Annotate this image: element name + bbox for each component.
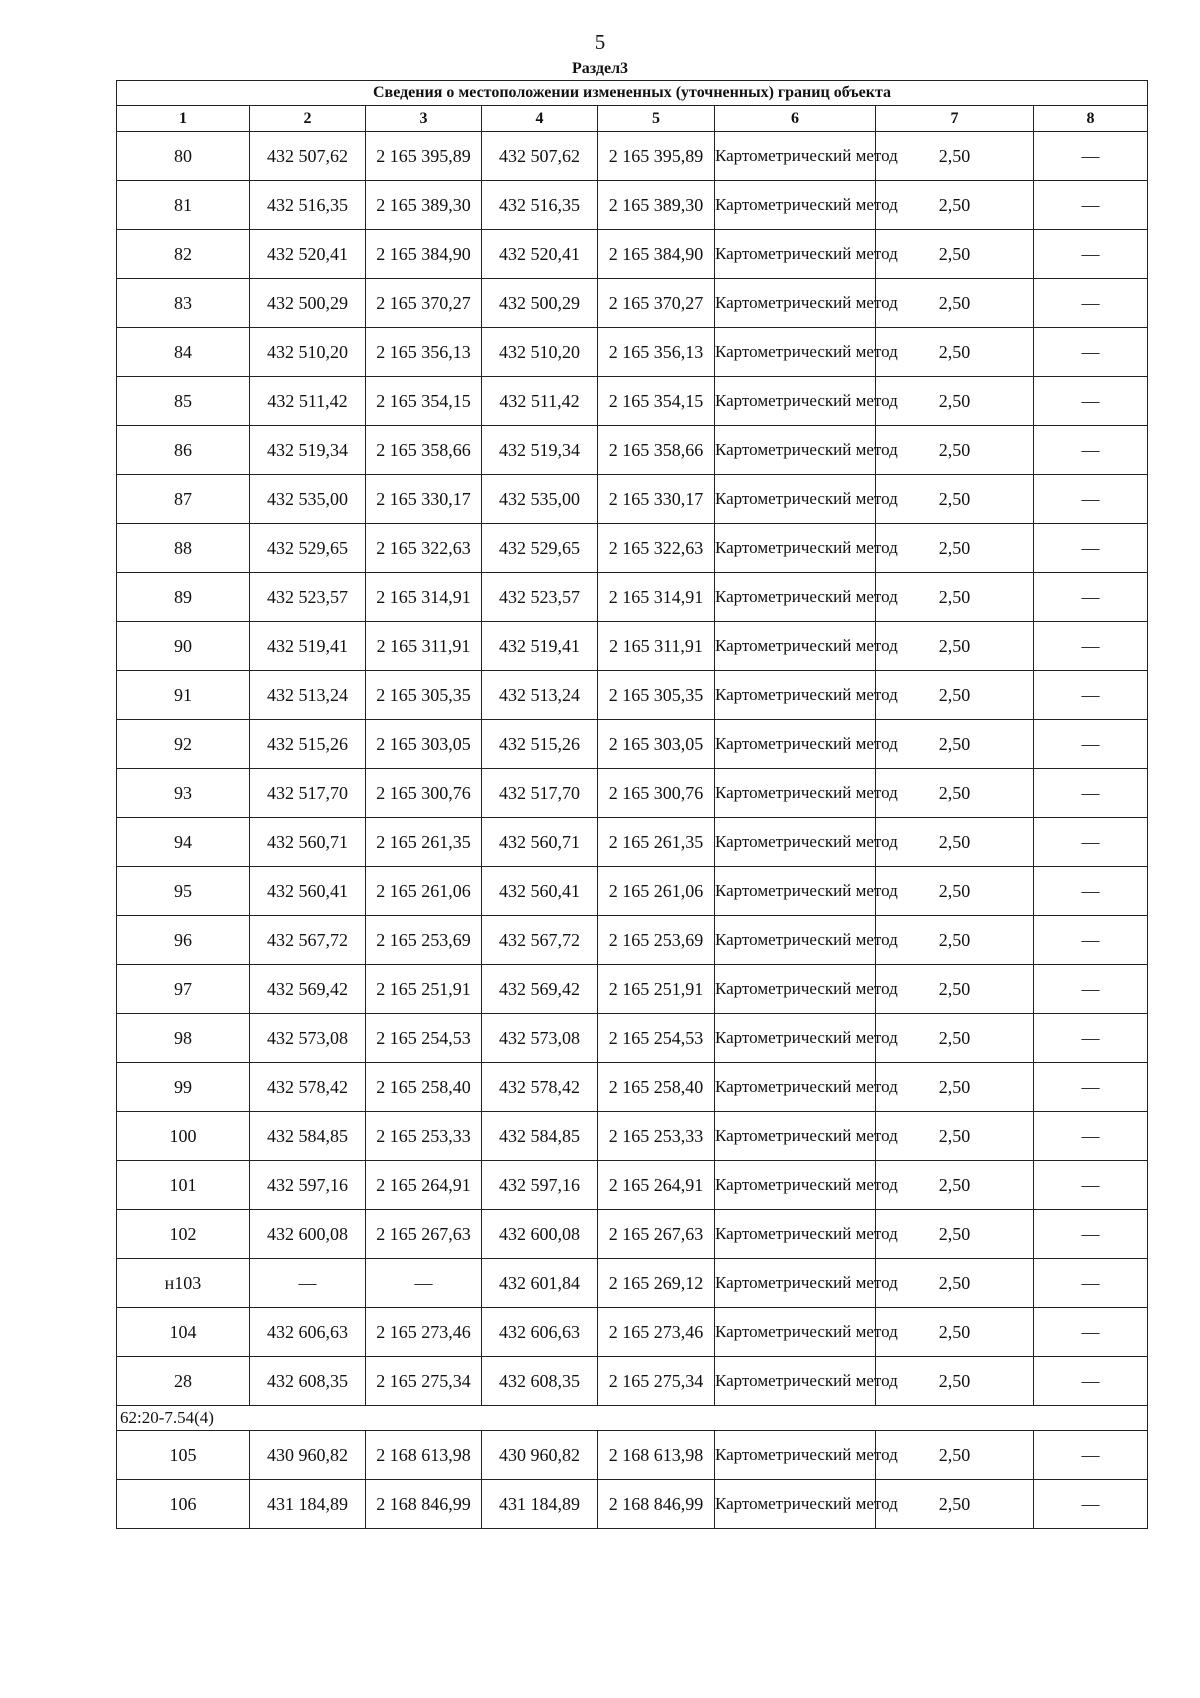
column-number: 6 [715, 106, 876, 132]
accuracy-cell: 2,50 [876, 916, 1034, 965]
y-new-cell: 2 165 253,69 [598, 916, 715, 965]
method-cell: Картометрический метод [715, 1431, 876, 1480]
point-number-cell: 90 [117, 622, 250, 671]
y-old-cell: 2 165 303,05 [366, 720, 482, 769]
accuracy-cell: 2,50 [876, 1357, 1034, 1406]
x-new-cell: 432 507,62 [482, 132, 598, 181]
y-old-cell: 2 165 253,33 [366, 1112, 482, 1161]
y-new-cell: 2 165 356,13 [598, 328, 715, 377]
method-cell: Картометрический метод [715, 1480, 876, 1529]
y-new-cell: 2 165 330,17 [598, 475, 715, 524]
table-row [117, 1480, 1148, 1529]
note-cell: — [1034, 230, 1148, 279]
table-row [117, 230, 1148, 279]
y-old-cell: 2 165 254,53 [366, 1014, 482, 1063]
table-body [117, 132, 1148, 1529]
table-row [117, 818, 1148, 867]
x-old-cell: 432 584,85 [250, 1112, 366, 1161]
y-new-cell: 2 165 370,27 [598, 279, 715, 328]
table-row [117, 720, 1148, 769]
x-new-cell: 432 584,85 [482, 1112, 598, 1161]
table-row [117, 1014, 1148, 1063]
point-number-cell: 85 [117, 377, 250, 426]
y-new-cell: 2 165 358,66 [598, 426, 715, 475]
point-number-cell: 93 [117, 769, 250, 818]
y-new-cell: 2 165 389,30 [598, 181, 715, 230]
x-new-cell: 432 513,24 [482, 671, 598, 720]
x-new-cell: 432 510,20 [482, 328, 598, 377]
y-old-cell: 2 165 275,34 [366, 1357, 482, 1406]
x-new-cell: 432 515,26 [482, 720, 598, 769]
y-old-cell: 2 165 395,89 [366, 132, 482, 181]
method-cell: Картометрический метод [715, 916, 876, 965]
table-row [117, 524, 1148, 573]
y-new-cell: 2 165 251,91 [598, 965, 715, 1014]
point-number-cell: н103 [117, 1259, 250, 1308]
column-number: 1 [117, 106, 250, 132]
x-new-cell: 432 535,00 [482, 475, 598, 524]
x-old-cell: 432 517,70 [250, 769, 366, 818]
x-new-cell: 432 567,72 [482, 916, 598, 965]
table-row [117, 1431, 1148, 1480]
y-new-cell: 2 165 258,40 [598, 1063, 715, 1112]
note-cell: — [1034, 426, 1148, 475]
note-cell: — [1034, 1480, 1148, 1529]
x-new-cell: 432 511,42 [482, 377, 598, 426]
y-new-cell: 2 165 311,91 [598, 622, 715, 671]
table-row [117, 1259, 1148, 1308]
note-cell: — [1034, 1308, 1148, 1357]
method-cell: Картометрический метод [715, 475, 876, 524]
y-new-cell: 2 165 264,91 [598, 1161, 715, 1210]
x-old-cell: 432 513,24 [250, 671, 366, 720]
point-number-cell: 100 [117, 1112, 250, 1161]
x-old-cell: 432 500,29 [250, 279, 366, 328]
accuracy-cell: 2,50 [876, 1480, 1034, 1529]
y-new-cell: 2 165 253,33 [598, 1112, 715, 1161]
point-number-cell: 98 [117, 1014, 250, 1063]
x-old-cell: 431 184,89 [250, 1480, 366, 1529]
y-new-cell: 2 168 846,99 [598, 1480, 715, 1529]
y-old-cell: 2 165 261,35 [366, 818, 482, 867]
table-row [117, 622, 1148, 671]
point-number-cell: 82 [117, 230, 250, 279]
x-old-cell: 432 519,41 [250, 622, 366, 671]
note-cell: — [1034, 181, 1148, 230]
point-number-cell: 87 [117, 475, 250, 524]
y-new-cell: 2 168 613,98 [598, 1431, 715, 1480]
x-new-cell: 432 519,34 [482, 426, 598, 475]
table-row [117, 475, 1148, 524]
table-row [117, 377, 1148, 426]
note-cell: — [1034, 475, 1148, 524]
column-number: 3 [366, 106, 482, 132]
point-number-cell: 99 [117, 1063, 250, 1112]
accuracy-cell: 2,50 [876, 671, 1034, 720]
point-number-cell: 96 [117, 916, 250, 965]
method-cell: Картометрический метод [715, 230, 876, 279]
x-new-cell: 432 500,29 [482, 279, 598, 328]
note-cell: — [1034, 573, 1148, 622]
x-old-cell: 432 560,41 [250, 867, 366, 916]
note-cell: — [1034, 1431, 1148, 1480]
y-old-cell: 2 165 261,06 [366, 867, 482, 916]
y-old-cell: 2 165 314,91 [366, 573, 482, 622]
point-number-cell: 81 [117, 181, 250, 230]
table-row [117, 1161, 1148, 1210]
x-old-cell: 432 516,35 [250, 181, 366, 230]
accuracy-cell: 2,50 [876, 1259, 1034, 1308]
x-new-cell: 432 606,63 [482, 1308, 598, 1357]
accuracy-cell: 2,50 [876, 867, 1034, 916]
method-cell: Картометрический метод [715, 573, 876, 622]
x-old-cell: 432 567,72 [250, 916, 366, 965]
y-new-cell: 2 165 261,06 [598, 867, 715, 916]
point-number-cell: 84 [117, 328, 250, 377]
method-cell: Картометрический метод [715, 1161, 876, 1210]
point-number-cell: 89 [117, 573, 250, 622]
table-row [117, 426, 1148, 475]
x-old-cell: 430 960,82 [250, 1431, 366, 1480]
column-number: 5 [598, 106, 715, 132]
x-new-cell: 432 573,08 [482, 1014, 598, 1063]
point-number-cell: 88 [117, 524, 250, 573]
y-old-cell: 2 165 267,63 [366, 1210, 482, 1259]
column-number: 2 [250, 106, 366, 132]
y-new-cell: 2 165 322,63 [598, 524, 715, 573]
note-cell: — [1034, 965, 1148, 1014]
accuracy-cell: 2,50 [876, 1063, 1034, 1112]
note-cell: — [1034, 671, 1148, 720]
x-new-cell: 432 560,41 [482, 867, 598, 916]
y-new-cell: 2 165 354,15 [598, 377, 715, 426]
note-cell: — [1034, 1210, 1148, 1259]
point-number-cell: 101 [117, 1161, 250, 1210]
note-cell: — [1034, 1259, 1148, 1308]
method-cell: Картометрический метод [715, 377, 876, 426]
x-old-cell: 432 560,71 [250, 818, 366, 867]
method-cell: Картометрический метод [715, 1014, 876, 1063]
group-label-row [117, 1406, 1148, 1431]
table-row [117, 916, 1148, 965]
note-cell: — [1034, 916, 1148, 965]
point-number-cell: 95 [117, 867, 250, 916]
accuracy-cell: 2,50 [876, 230, 1034, 279]
method-cell: Картометрический метод [715, 279, 876, 328]
note-cell: — [1034, 1112, 1148, 1161]
note-cell: — [1034, 622, 1148, 671]
method-cell: Картометрический метод [715, 1259, 876, 1308]
accuracy-cell: 2,50 [876, 1112, 1034, 1161]
x-old-cell: 432 535,00 [250, 475, 366, 524]
table-caption: Сведения о местоположении измененных (уточненных) границ объекта [117, 81, 1148, 106]
y-old-cell: 2 165 311,91 [366, 622, 482, 671]
accuracy-cell: 2,50 [876, 1014, 1034, 1063]
method-cell: Картометрический метод [715, 622, 876, 671]
accuracy-cell: 2,50 [876, 377, 1034, 426]
table-row [117, 867, 1148, 916]
y-new-cell: 2 165 273,46 [598, 1308, 715, 1357]
x-new-cell: 432 578,42 [482, 1063, 598, 1112]
y-old-cell: 2 165 273,46 [366, 1308, 482, 1357]
table-row [117, 132, 1148, 181]
note-cell: — [1034, 328, 1148, 377]
x-new-cell: 432 597,16 [482, 1161, 598, 1210]
group-label: 62:20-7.54(4) [117, 1406, 1148, 1431]
y-old-cell: 2 165 330,17 [366, 475, 482, 524]
x-new-cell: 432 569,42 [482, 965, 598, 1014]
accuracy-cell: 2,50 [876, 965, 1034, 1014]
x-old-cell: 432 519,34 [250, 426, 366, 475]
point-number-cell: 86 [117, 426, 250, 475]
point-number-cell: 92 [117, 720, 250, 769]
accuracy-cell: 2,50 [876, 1210, 1034, 1259]
column-number-row [117, 106, 1148, 132]
x-old-cell: 432 529,65 [250, 524, 366, 573]
note-cell: — [1034, 279, 1148, 328]
point-number-cell: 105 [117, 1431, 250, 1480]
point-number-cell: 102 [117, 1210, 250, 1259]
method-cell: Картометрический метод [715, 1308, 876, 1357]
column-number: 4 [482, 106, 598, 132]
x-old-cell: 432 608,35 [250, 1357, 366, 1406]
point-number-cell: 106 [117, 1480, 250, 1529]
accuracy-cell: 2,50 [876, 328, 1034, 377]
accuracy-cell: 2,50 [876, 426, 1034, 475]
note-cell: — [1034, 818, 1148, 867]
y-new-cell: 2 165 303,05 [598, 720, 715, 769]
point-number-cell: 97 [117, 965, 250, 1014]
x-old-cell: 432 523,57 [250, 573, 366, 622]
point-number-cell: 28 [117, 1357, 250, 1406]
x-new-cell: 432 560,71 [482, 818, 598, 867]
x-new-cell: 432 520,41 [482, 230, 598, 279]
y-new-cell: 2 165 269,12 [598, 1259, 715, 1308]
y-old-cell: 2 165 356,13 [366, 328, 482, 377]
table-row [117, 1357, 1148, 1406]
x-new-cell: 432 517,70 [482, 769, 598, 818]
y-old-cell: 2 165 354,15 [366, 377, 482, 426]
y-new-cell: 2 165 300,76 [598, 769, 715, 818]
x-old-cell: 432 600,08 [250, 1210, 366, 1259]
method-cell: Картометрический метод [715, 965, 876, 1014]
x-old-cell: 432 520,41 [250, 230, 366, 279]
y-old-cell: 2 165 258,40 [366, 1063, 482, 1112]
x-old-cell: 432 578,42 [250, 1063, 366, 1112]
y-new-cell: 2 165 261,35 [598, 818, 715, 867]
y-old-cell: 2 168 846,99 [366, 1480, 482, 1529]
y-old-cell: 2 165 384,90 [366, 230, 482, 279]
table-row [117, 279, 1148, 328]
y-old-cell: 2 165 389,30 [366, 181, 482, 230]
x-old-cell: 432 597,16 [250, 1161, 366, 1210]
accuracy-cell: 2,50 [876, 1161, 1034, 1210]
method-cell: Картометрический метод [715, 1063, 876, 1112]
table-row [117, 1308, 1148, 1357]
y-old-cell: 2 165 253,69 [366, 916, 482, 965]
table-row [117, 965, 1148, 1014]
accuracy-cell: 2,50 [876, 622, 1034, 671]
y-new-cell: 2 165 305,35 [598, 671, 715, 720]
column-number: 7 [876, 106, 1034, 132]
point-number-cell: 94 [117, 818, 250, 867]
accuracy-cell: 2,50 [876, 818, 1034, 867]
x-old-cell: 432 569,42 [250, 965, 366, 1014]
note-cell: — [1034, 1014, 1148, 1063]
note-cell: — [1034, 769, 1148, 818]
x-new-cell: 432 608,35 [482, 1357, 598, 1406]
x-new-cell: 432 516,35 [482, 181, 598, 230]
point-number-cell: 80 [117, 132, 250, 181]
method-cell: Картометрический метод [715, 328, 876, 377]
method-cell: Картометрический метод [715, 720, 876, 769]
y-old-cell: 2 165 370,27 [366, 279, 482, 328]
table-row [117, 573, 1148, 622]
table-row [117, 671, 1148, 720]
table-row [117, 769, 1148, 818]
accuracy-cell: 2,50 [876, 769, 1034, 818]
method-cell: Картометрический метод [715, 1112, 876, 1161]
y-new-cell: 2 165 254,53 [598, 1014, 715, 1063]
x-old-cell: — [250, 1259, 366, 1308]
x-old-cell: 432 573,08 [250, 1014, 366, 1063]
y-new-cell: 2 165 267,63 [598, 1210, 715, 1259]
note-cell: — [1034, 720, 1148, 769]
y-old-cell: 2 165 264,91 [366, 1161, 482, 1210]
method-cell: Картометрический метод [715, 524, 876, 573]
y-old-cell: 2 165 251,91 [366, 965, 482, 1014]
method-cell: Картометрический метод [715, 426, 876, 475]
accuracy-cell: 2,50 [876, 1431, 1034, 1480]
note-cell: — [1034, 524, 1148, 573]
y-old-cell: 2 168 613,98 [366, 1431, 482, 1480]
accuracy-cell: 2,50 [876, 720, 1034, 769]
y-old-cell: 2 165 305,35 [366, 671, 482, 720]
table-row [117, 181, 1148, 230]
note-cell: — [1034, 1161, 1148, 1210]
x-new-cell: 430 960,82 [482, 1431, 598, 1480]
note-cell: — [1034, 377, 1148, 426]
y-new-cell: 2 165 384,90 [598, 230, 715, 279]
accuracy-cell: 2,50 [876, 475, 1034, 524]
note-cell: — [1034, 132, 1148, 181]
x-old-cell: 432 511,42 [250, 377, 366, 426]
method-cell: Картометрический метод [715, 867, 876, 916]
x-old-cell: 432 515,26 [250, 720, 366, 769]
x-new-cell: 432 529,65 [482, 524, 598, 573]
y-new-cell: 2 165 275,34 [598, 1357, 715, 1406]
method-cell: Картометрический метод [715, 769, 876, 818]
section-title: Раздел3 [571, 60, 629, 77]
table-row [117, 1063, 1148, 1112]
point-number-cell: 83 [117, 279, 250, 328]
accuracy-cell: 2,50 [876, 181, 1034, 230]
method-cell: Картометрический метод [715, 1357, 876, 1406]
accuracy-cell: 2,50 [876, 132, 1034, 181]
accuracy-cell: 2,50 [876, 573, 1034, 622]
method-cell: Картометрический метод [715, 181, 876, 230]
y-old-cell: 2 165 358,66 [366, 426, 482, 475]
accuracy-cell: 2,50 [876, 279, 1034, 328]
page-number: 5 [594, 30, 606, 54]
y-new-cell: 2 165 395,89 [598, 132, 715, 181]
accuracy-cell: 2,50 [876, 524, 1034, 573]
x-old-cell: 432 510,20 [250, 328, 366, 377]
note-cell: — [1034, 867, 1148, 916]
method-cell: Картометрический метод [715, 132, 876, 181]
note-cell: — [1034, 1063, 1148, 1112]
x-new-cell: 432 519,41 [482, 622, 598, 671]
y-new-cell: 2 165 314,91 [598, 573, 715, 622]
table-row [117, 1112, 1148, 1161]
table-row [117, 1210, 1148, 1259]
x-new-cell: 431 184,89 [482, 1480, 598, 1529]
point-number-cell: 91 [117, 671, 250, 720]
method-cell: Картометрический метод [715, 1210, 876, 1259]
table-row [117, 328, 1148, 377]
y-old-cell: 2 165 322,63 [366, 524, 482, 573]
x-new-cell: 432 600,08 [482, 1210, 598, 1259]
x-new-cell: 432 523,57 [482, 573, 598, 622]
x-old-cell: 432 507,62 [250, 132, 366, 181]
coordinates-table [116, 80, 1148, 1529]
x-old-cell: 432 606,63 [250, 1308, 366, 1357]
y-old-cell: 2 165 300,76 [366, 769, 482, 818]
point-number-cell: 104 [117, 1308, 250, 1357]
x-new-cell: 432 601,84 [482, 1259, 598, 1308]
y-old-cell: — [366, 1259, 482, 1308]
method-cell: Картометрический метод [715, 818, 876, 867]
column-number: 8 [1034, 106, 1148, 132]
note-cell: — [1034, 1357, 1148, 1406]
accuracy-cell: 2,50 [876, 1308, 1034, 1357]
method-cell: Картометрический метод [715, 671, 876, 720]
